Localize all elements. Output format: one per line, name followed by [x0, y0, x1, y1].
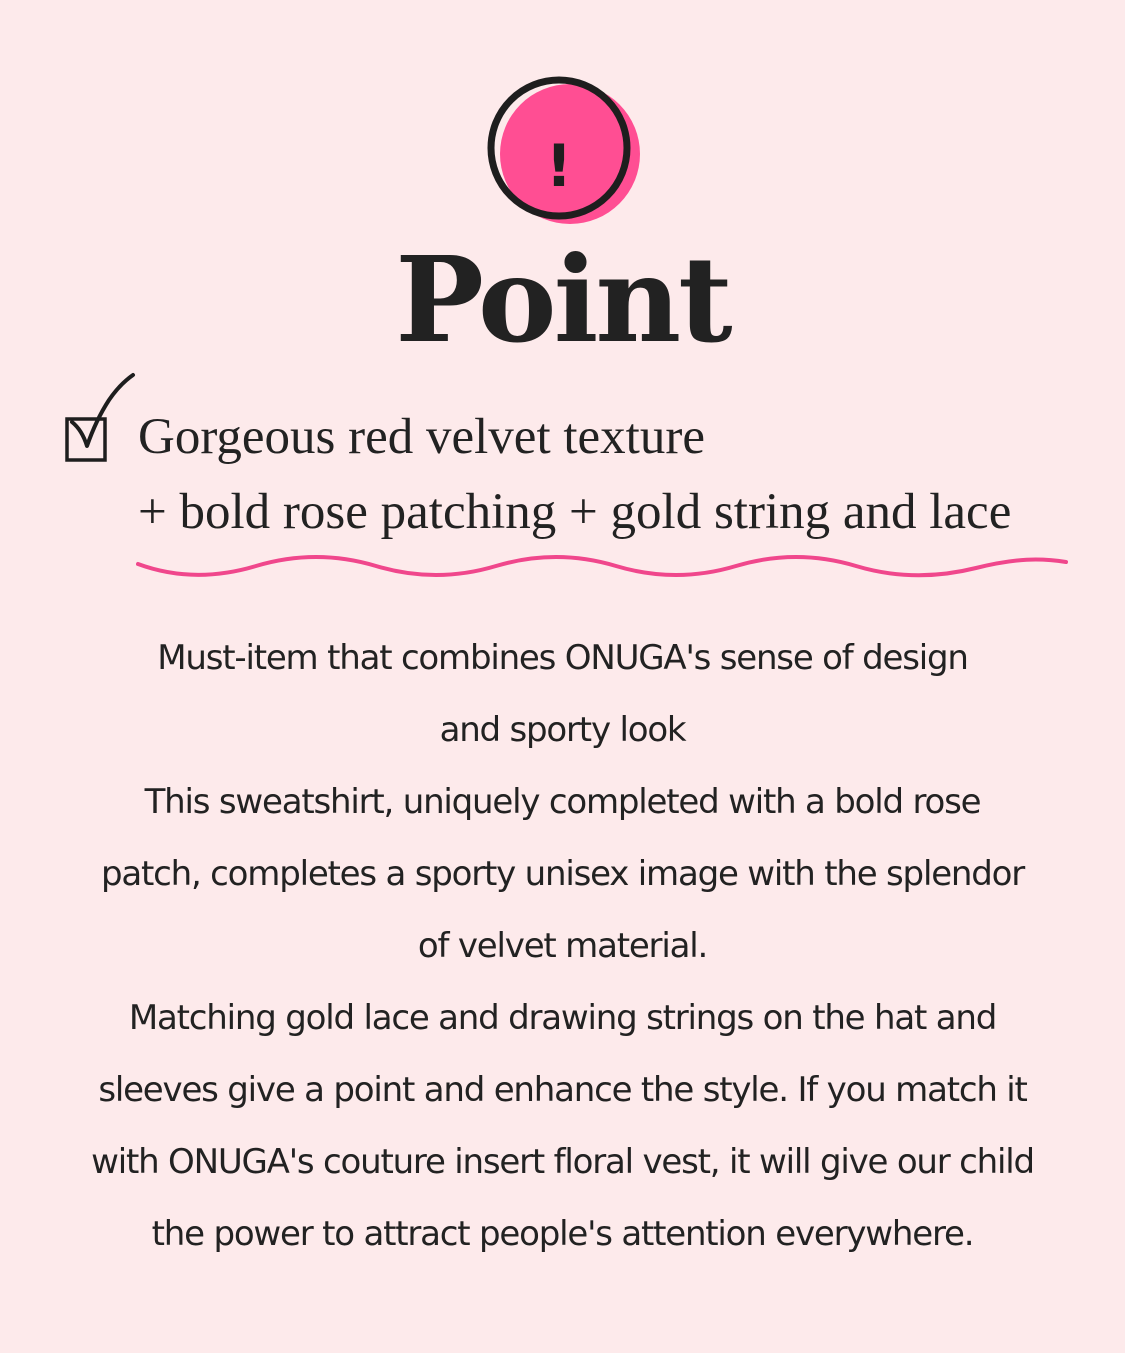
description-line: Must-item that combines ONUGA's sense of design — [157, 638, 968, 678]
description-line: patch, completes a sporty unisex image with the splendor — [100, 854, 1025, 894]
page-title: Point — [395, 230, 730, 369]
exclamation-badge-icon — [486, 70, 646, 230]
badge-symbol: ! — [545, 132, 573, 200]
wavy-underline — [136, 548, 1070, 584]
description-line: the power to attract people's attention everywhere. — [151, 1214, 974, 1254]
checkbox-checked-icon — [60, 372, 140, 467]
headline-line-1: Gorgeous red velvet texture — [138, 409, 705, 465]
description-line: and sporty look — [439, 710, 686, 750]
description-line: Matching gold lace and drawing strings on the hat and — [128, 998, 997, 1038]
description-line: of velvet material. — [417, 926, 708, 966]
headline-line-2: + bold rose patching + gold string and lace — [138, 484, 1012, 540]
description-line: sleeves give a point and enhance the style. If you match it — [98, 1070, 1027, 1110]
product-description — [30, 622, 1095, 1270]
feature-headline — [138, 400, 1108, 550]
description-line: with ONUGA's couture insert floral vest, it will give our child — [91, 1142, 1034, 1182]
description-line: This sweatshirt, uniquely completed with a bold rose — [144, 782, 981, 822]
